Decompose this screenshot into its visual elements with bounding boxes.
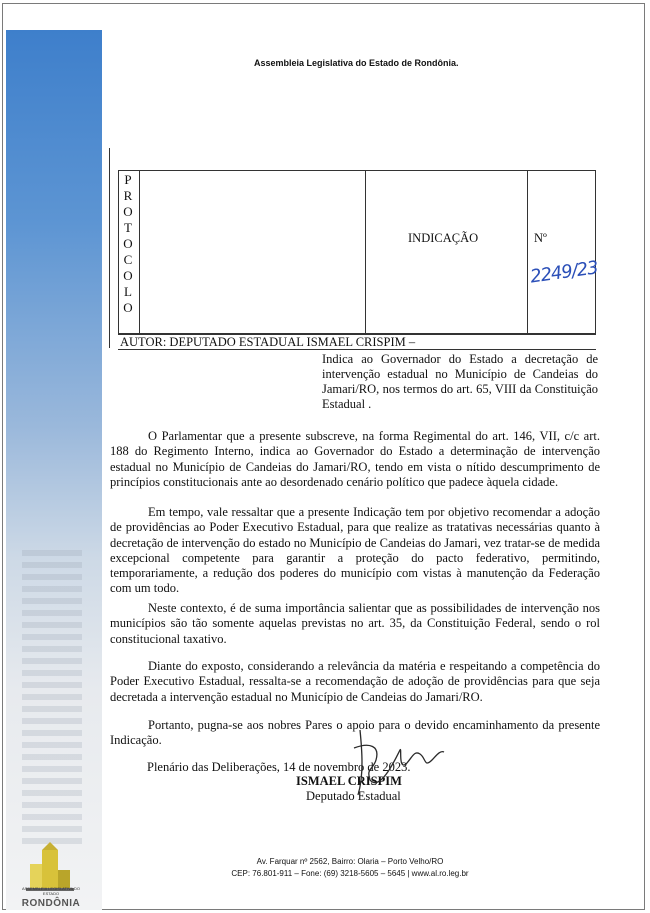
protocol-letter: P xyxy=(124,172,133,187)
protocol-box xyxy=(118,170,596,334)
body-paragraph: Portanto, pugna-se aos nobres Pares o apoio para o devido encaminhamento da presente Indicação. xyxy=(110,718,600,748)
body-paragraph: Em tempo, vale ressaltar que a presente Indicação tem por objetivo recomendar a adoção de providências ao Poder Executivo Estadual, para que realize as tratativas necessárias quanto à decretação de intervenção do estado no Município de Candeias do Jamari, vez tratar-se de medida excepcional competente para garantir a proteção do pacto federativo, permitindo, temporariamente, a redução dos poderes do município com vistas à manutenção da Federação com um todo. xyxy=(110,505,600,596)
document-type-label: INDICAÇÃO xyxy=(408,231,479,245)
protocol-letter: L xyxy=(124,284,133,299)
handwritten-signature xyxy=(340,720,450,800)
date-line: Plenário das Deliberações, 14 de novembro de 2023. xyxy=(147,760,411,774)
ementa-summary: Indica ao Governador do Estado a decretação de intervenção estadual no Município de Candeias do Jamari/RO, nos termos do art. 65, VIII da Constituição Estadual . xyxy=(322,352,598,411)
institution-title: Assembleia Legislativa do Estado de Rondônia. xyxy=(254,58,459,68)
logo-text: RONDÔNIA xyxy=(21,898,81,909)
protocol-letter: O xyxy=(123,204,134,219)
building-watermark xyxy=(22,550,82,850)
footer-contact: CEP: 76.801-911 – Fone: (69) 3218-5605 – 5645 | www.al.ro.leg.br xyxy=(231,869,469,878)
footer-address: Av. Farquar nº 2562, Bairro: Olaria – Porto Velho/RO xyxy=(256,857,444,866)
protocol-letter: R xyxy=(123,188,134,203)
footer xyxy=(200,856,500,880)
protocol-letter: C xyxy=(123,252,134,267)
protocol-left-rule xyxy=(109,148,110,348)
logo-subtext: ASSEMBLEIA LEGISLATIVA DO ESTADO xyxy=(21,886,81,896)
protocol-letter: T xyxy=(124,220,133,235)
protocol-letter: O xyxy=(123,300,134,315)
signer-name: ISMAEL CRISPIM xyxy=(296,774,402,788)
number-label: Nº xyxy=(534,231,547,245)
protocol-column xyxy=(118,170,140,334)
author-line: AUTOR: DEPUTADO ESTADUAL ISMAEL CRISPIM – xyxy=(118,334,596,350)
body-paragraph: Diante do exposto, considerando a relevância da matéria e respeitando a competência do Poder Executivo Estadual, ressalta-se a recomendação de adoção de providências para que seja decretada a intervenção estadual no Município de Candeias do Jamari/RO. xyxy=(110,659,600,704)
protocol-letter: O xyxy=(123,236,134,251)
decorative-sidebar xyxy=(6,30,102,910)
column-divider xyxy=(527,170,528,334)
handwritten-number: 2249/23 xyxy=(528,257,599,288)
signer-role: Deputado Estadual xyxy=(306,789,401,803)
protocol-letter: O xyxy=(123,268,134,283)
column-divider xyxy=(365,170,366,334)
body-paragraph: Neste contexto, é de suma importância salientar que as possibilidades de intervenção nos municípios são tão somente aquelas previstas no art. 35, da Constituição Federal, sendo o rol constitucional taxativo. xyxy=(110,601,600,646)
body-paragraph: O Parlamentar que a presente subscreve, na forma Regimental do art. 146, VII, c/c art. 188 do Regimento Interno, indica ao Governador do Estado a determinação de intervenção estadual no Município de Candeias do Jamari/RO, tendo em vista o nítido descumprimento de princípios constitucionais ante ao desordenado cenário político que padece àquela cidade. xyxy=(110,429,600,489)
